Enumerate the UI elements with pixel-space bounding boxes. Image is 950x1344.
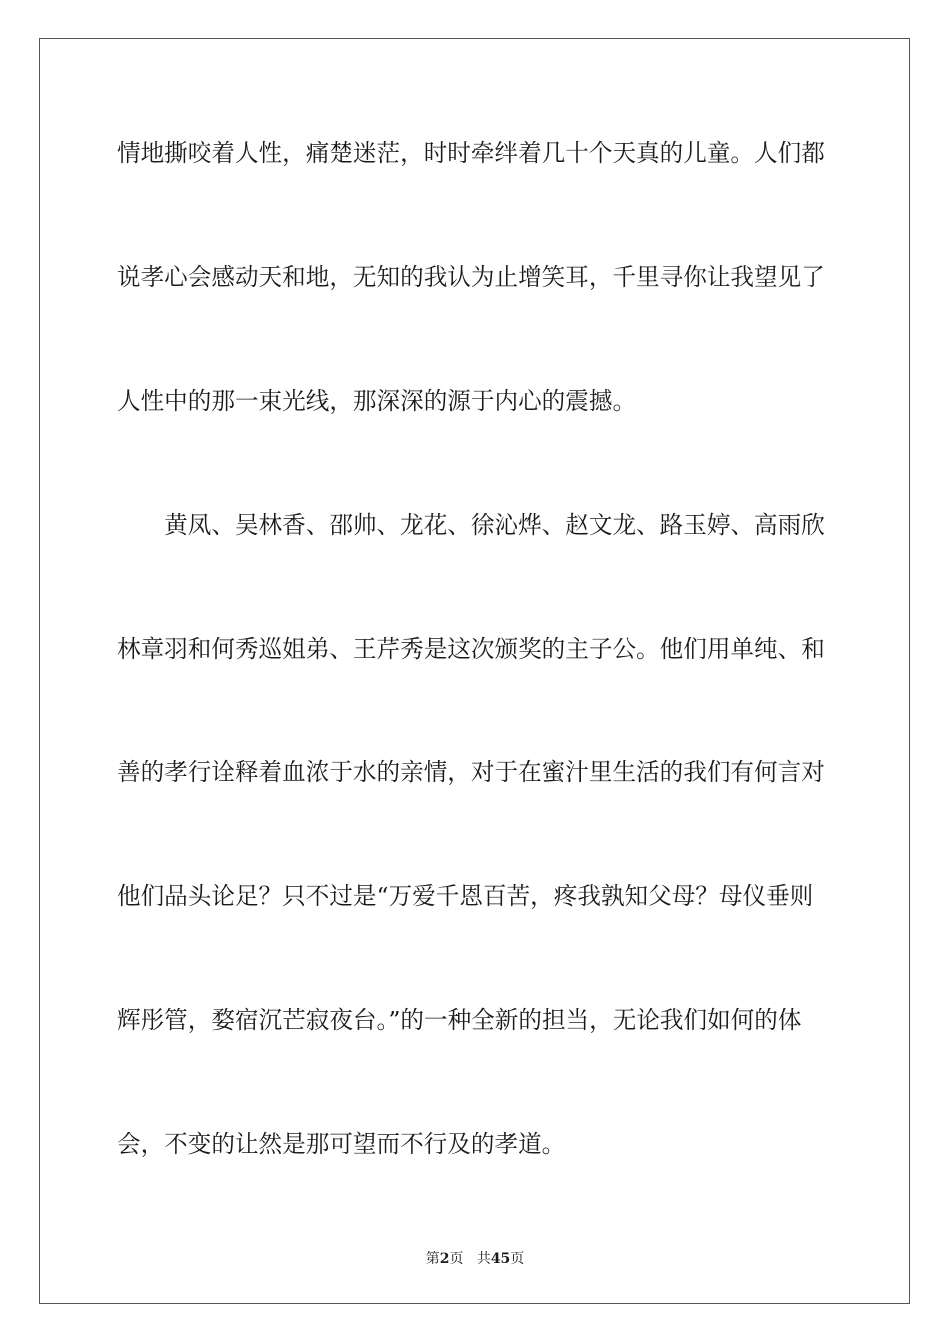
body-line: 情地撕咬着人性，痛楚迷茫，时时牵绊着几十个天真的儿童。人们都: [117, 139, 825, 167]
body-line: 辉彤管，婺宿沉芒寂夜台。”的一种全新的担当，无论我们如何的体: [117, 1006, 802, 1034]
body-line: 林章羽和何秀巡姐弟、王芹秀是这次颁奖的主子公。他们用单纯、和: [117, 635, 825, 663]
page-suffix: 页: [449, 1251, 464, 1267]
page-border: [39, 38, 910, 1304]
page-footer: [0, 1248, 950, 1268]
body-line: 人性中的那一束光线，那深深的源于内心的震撼。: [117, 387, 637, 415]
body-line: 善的孝行诠释着血浓于水的亲情，对于在蜜汁里生活的我们有何言对: [117, 758, 825, 786]
total-suffix: 页: [510, 1251, 525, 1267]
body-line: 会，不变的让然是那可望而不行及的孝道。: [117, 1130, 566, 1158]
body-line: 他们品头论足？只不过是“万爱千恩百苦，疼我孰知父母？母仪垂则: [117, 882, 814, 910]
body-line: 说孝心会感动天和地，无知的我认为止增笑耳，千里寻你让我望见了: [117, 263, 825, 291]
total-prefix: 共: [476, 1251, 491, 1267]
page-number: 2: [439, 1251, 450, 1267]
body-line: 黄凤、吴林香、邵帅、龙花、徐沁烨、赵文龙、路玉婷、高雨欣: [117, 511, 825, 539]
total-pages: 45: [490, 1251, 511, 1267]
page-prefix: 第: [425, 1251, 440, 1267]
